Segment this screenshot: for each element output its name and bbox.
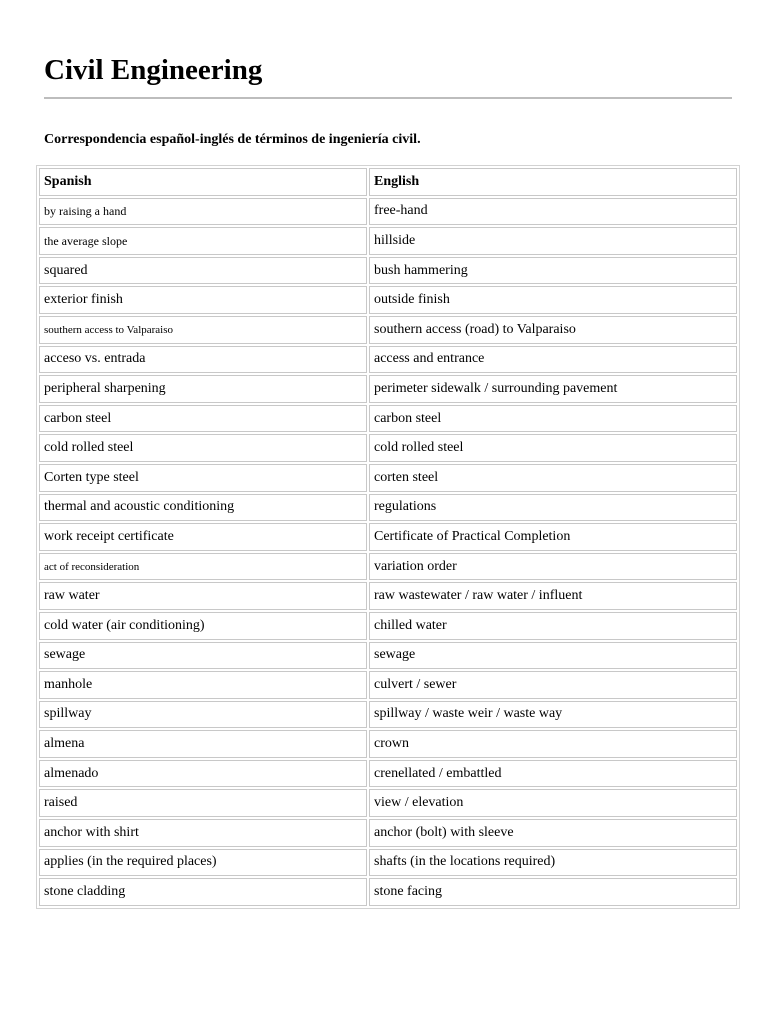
english-term: shafts (in the locations required)	[369, 849, 737, 877]
table-row	[39, 227, 737, 255]
table-row	[39, 286, 737, 314]
column-header-english: English	[369, 168, 737, 196]
table-row	[39, 849, 737, 877]
spanish-term: the average slope	[39, 227, 367, 255]
table-row	[39, 760, 737, 788]
english-term: outside finish	[369, 286, 737, 314]
table-row	[39, 671, 737, 699]
spanish-term: squared	[39, 257, 367, 285]
column-header-spanish: Spanish	[39, 168, 367, 196]
spanish-term: stone cladding	[39, 878, 367, 906]
spanish-term: almena	[39, 730, 367, 758]
table-row	[39, 730, 737, 758]
english-term: access and entrance	[369, 346, 737, 374]
spanish-term: carbon steel	[39, 405, 367, 433]
english-term: carbon steel	[369, 405, 737, 433]
english-term: chilled water	[369, 612, 737, 640]
spanish-term: spillway	[39, 701, 367, 729]
spanish-term: anchor with shirt	[39, 819, 367, 847]
english-term: bush hammering	[369, 257, 737, 285]
english-term: sewage	[369, 642, 737, 670]
table-row	[39, 878, 737, 906]
table-row	[39, 375, 737, 403]
english-term: free-hand	[369, 198, 737, 226]
spanish-term: cold water (air conditioning)	[39, 612, 367, 640]
page-subtitle: Correspondencia español-inglés de términos de ingeniería civil.	[44, 132, 421, 147]
spanish-term: acceso vs. entrada	[39, 346, 367, 374]
spanish-term: act of reconsideration	[39, 553, 367, 581]
spanish-term: applies (in the required places)	[39, 849, 367, 877]
english-term: cold rolled steel	[369, 434, 737, 462]
english-term: culvert / sewer	[369, 671, 737, 699]
spanish-term: almenado	[39, 760, 367, 788]
english-term: stone facing	[369, 878, 737, 906]
english-term: perimeter sidewalk / surrounding pavement	[369, 375, 737, 403]
table-row	[39, 612, 737, 640]
table-row	[39, 257, 737, 285]
table-row	[39, 464, 737, 492]
table-row	[39, 346, 737, 374]
english-term: Certificate of Practical Completion	[369, 523, 737, 551]
english-term: crenellated / embattled	[369, 760, 737, 788]
spanish-term: thermal and acoustic conditioning	[39, 494, 367, 522]
table-row	[39, 789, 737, 817]
title-divider	[44, 97, 732, 99]
table-row	[39, 198, 737, 226]
english-term: raw wastewater / raw water / influent	[369, 582, 737, 610]
english-term: hillside	[369, 227, 737, 255]
table-row	[39, 316, 737, 344]
english-term: regulations	[369, 494, 737, 522]
spanish-term: cold rolled steel	[39, 434, 367, 462]
spanish-term: Corten type steel	[39, 464, 367, 492]
english-term: anchor (bolt) with sleeve	[369, 819, 737, 847]
spanish-term: raised	[39, 789, 367, 817]
table-header-row	[39, 168, 737, 196]
table-row	[39, 642, 737, 670]
table-row	[39, 523, 737, 551]
spanish-term: manhole	[39, 671, 367, 699]
english-term: southern access (road) to Valparaiso	[369, 316, 737, 344]
table-row	[39, 582, 737, 610]
english-term: view / elevation	[369, 789, 737, 817]
table-row	[39, 434, 737, 462]
spanish-term: peripheral sharpening	[39, 375, 367, 403]
spanish-term: raw water	[39, 582, 367, 610]
spanish-term: work receipt certificate	[39, 523, 367, 551]
spanish-term: southern access to Valparaiso	[39, 316, 367, 344]
table-row	[39, 553, 737, 581]
english-term: corten steel	[369, 464, 737, 492]
page-title: Civil Engineering	[44, 54, 263, 86]
table-row	[39, 405, 737, 433]
table-row	[39, 701, 737, 729]
spanish-term: sewage	[39, 642, 367, 670]
glossary-table	[36, 165, 740, 909]
english-term: spillway / waste weir / waste way	[369, 701, 737, 729]
table-row	[39, 819, 737, 847]
table-row	[39, 494, 737, 522]
english-term: crown	[369, 730, 737, 758]
spanish-term: exterior finish	[39, 286, 367, 314]
english-term: variation order	[369, 553, 737, 581]
spanish-term: by raising a hand	[39, 198, 367, 226]
